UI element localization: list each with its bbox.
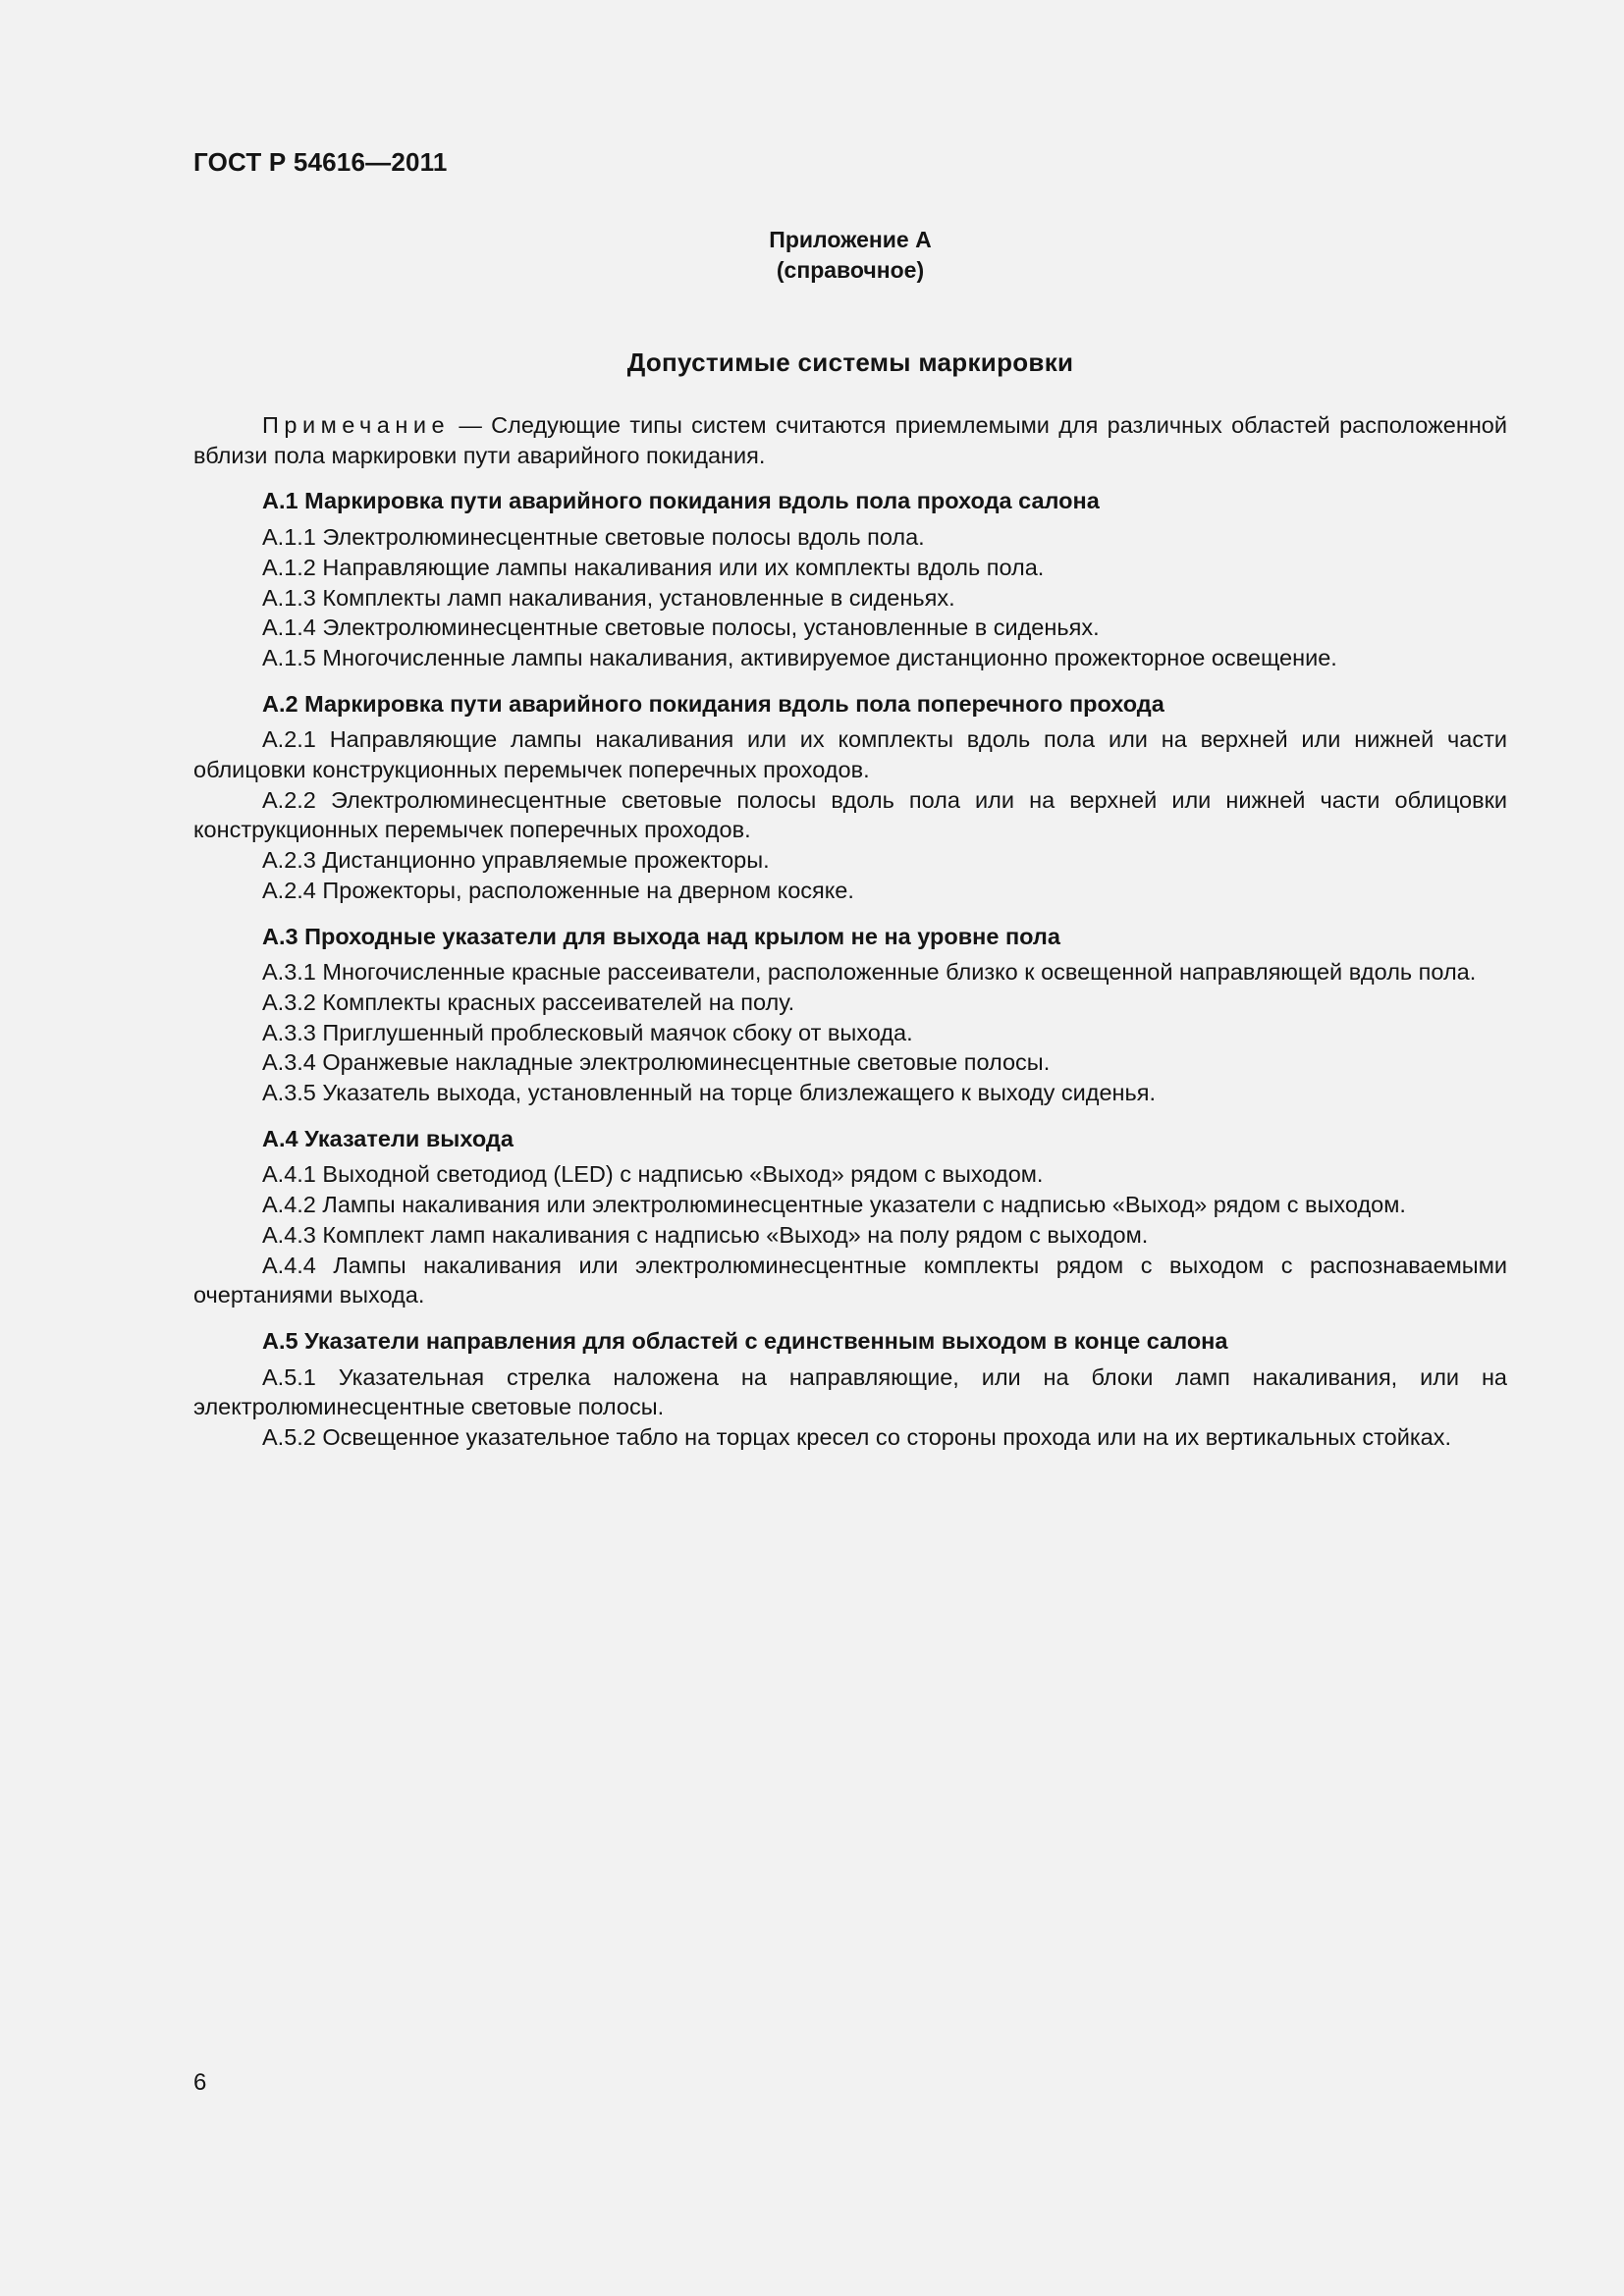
list-item: А.2.4 Прожекторы, расположенные на дверном косяке. [262,877,854,903]
list-item: А.1.3 Комплекты ламп накаливания, установленные в сиденьях. [262,584,955,611]
list-item: А.5.2 Освещенное указательное табло на торцах кресел со стороны прохода или на их вертикальных стойках. [262,1424,1452,1451]
section-a5 [193,1326,1507,1453]
list-item: А.3.3 Приглушенный проблесковый маячок сбоку от выхода. [262,1019,913,1045]
list-item: А.3.5 Указатель выхода, установленный на торце близлежащего к выходу сиденья. [262,1080,1157,1106]
list-item: А.4.2 Лампы накаливания или электролюминесцентные указатели с надписью «Выход» рядом с выходом. [262,1192,1406,1218]
section-heading: А.5 Указатели направления для областей с единственным выходом в конце салона [262,1327,1228,1354]
list-item: А.5.1 Указательная стрелка наложена на направляющие, или на блоки ламп накаливания, или на электролюминесцентные световые полосы. [193,1363,1507,1420]
list-item: А.4.4 Лампы накаливания или электролюминесцентные комплекты рядом с выходом с распознаваемыми очертаниями выхода. [193,1252,1507,1308]
list-item: А.1.1 Электролюминесцентные световые полосы вдоль пола. [262,524,925,551]
list-item: А.4.1 Выходной светодиод (LED) с надписью «Выход» рядом с выходом. [262,1161,1044,1188]
section-heading: А.4 Указатели выхода [262,1125,514,1151]
document-code: ГОСТ Р 54616—2011 [193,147,448,177]
section-heading: А.1 Маркировка пути аварийного покидания вдоль пола прохода салона [262,488,1100,514]
appendix-type: (справочное) [776,257,925,283]
list-item: А.4.3 Комплект ламп накаливания с надписью «Выход» на полу рядом с выходом. [262,1221,1149,1248]
list-item: А.3.2 Комплекты красных рассеивателей на полу. [262,988,795,1015]
list-item: А.1.5 Многочисленные лампы накаливания, активируемое дистанционно прожекторное освещение. [262,644,1337,670]
list-item: А.2.1 Направляющие лампы накаливания или их комплекты вдоль пола или на верхней или нижней части облицовки конструкционных перемычек поперечных проходов. [193,726,1507,783]
list-item: А.1.4 Электролюминесцентные световые полосы, установленные в сиденьях. [262,614,1100,641]
list-item: А.2.2 Электролюминесцентные световые полосы вдоль пола или на верхней или нижней части облицовки конструкционных перемычек поперечных проходов. [193,786,1507,843]
note-text: — Следующие типы систем считаются приемлемыми для различных областей расположенной вблизи пола маркировки пути аварийного покидания. [193,412,1507,468]
section-a3 [193,922,1507,1108]
document-body [193,410,1507,1453]
section-a4 [193,1124,1507,1310]
appendix-title: Допустимые системы маркировки [626,347,1074,377]
page-number: 6 [193,2069,207,2096]
section-heading: А.3 Проходные указатели для выхода над крылом не на уровне пола [262,923,1060,949]
note-paragraph [193,410,1507,470]
section-a2 [193,689,1507,906]
list-item: А.3.4 Оранжевые накладные электролюминесцентные световые полосы. [262,1049,1051,1076]
list-item: А.1.2 Направляющие лампы накаливания или их комплекты вдоль пола. [262,554,1045,580]
section-a1 [193,486,1507,672]
section-heading: А.2 Маркировка пути аварийного покидания вдоль пола поперечного прохода [262,690,1164,717]
appendix-label: Приложение А [769,227,932,252]
appendix-header [193,225,1507,286]
note-label: Примечание [262,412,451,438]
list-item: А.3.1 Многочисленные красные рассеиватели, расположенные близко к освещенной направляющей вдоль пола. [262,959,1477,986]
list-item: А.2.3 Дистанционно управляемые прожекторы. [262,847,770,874]
